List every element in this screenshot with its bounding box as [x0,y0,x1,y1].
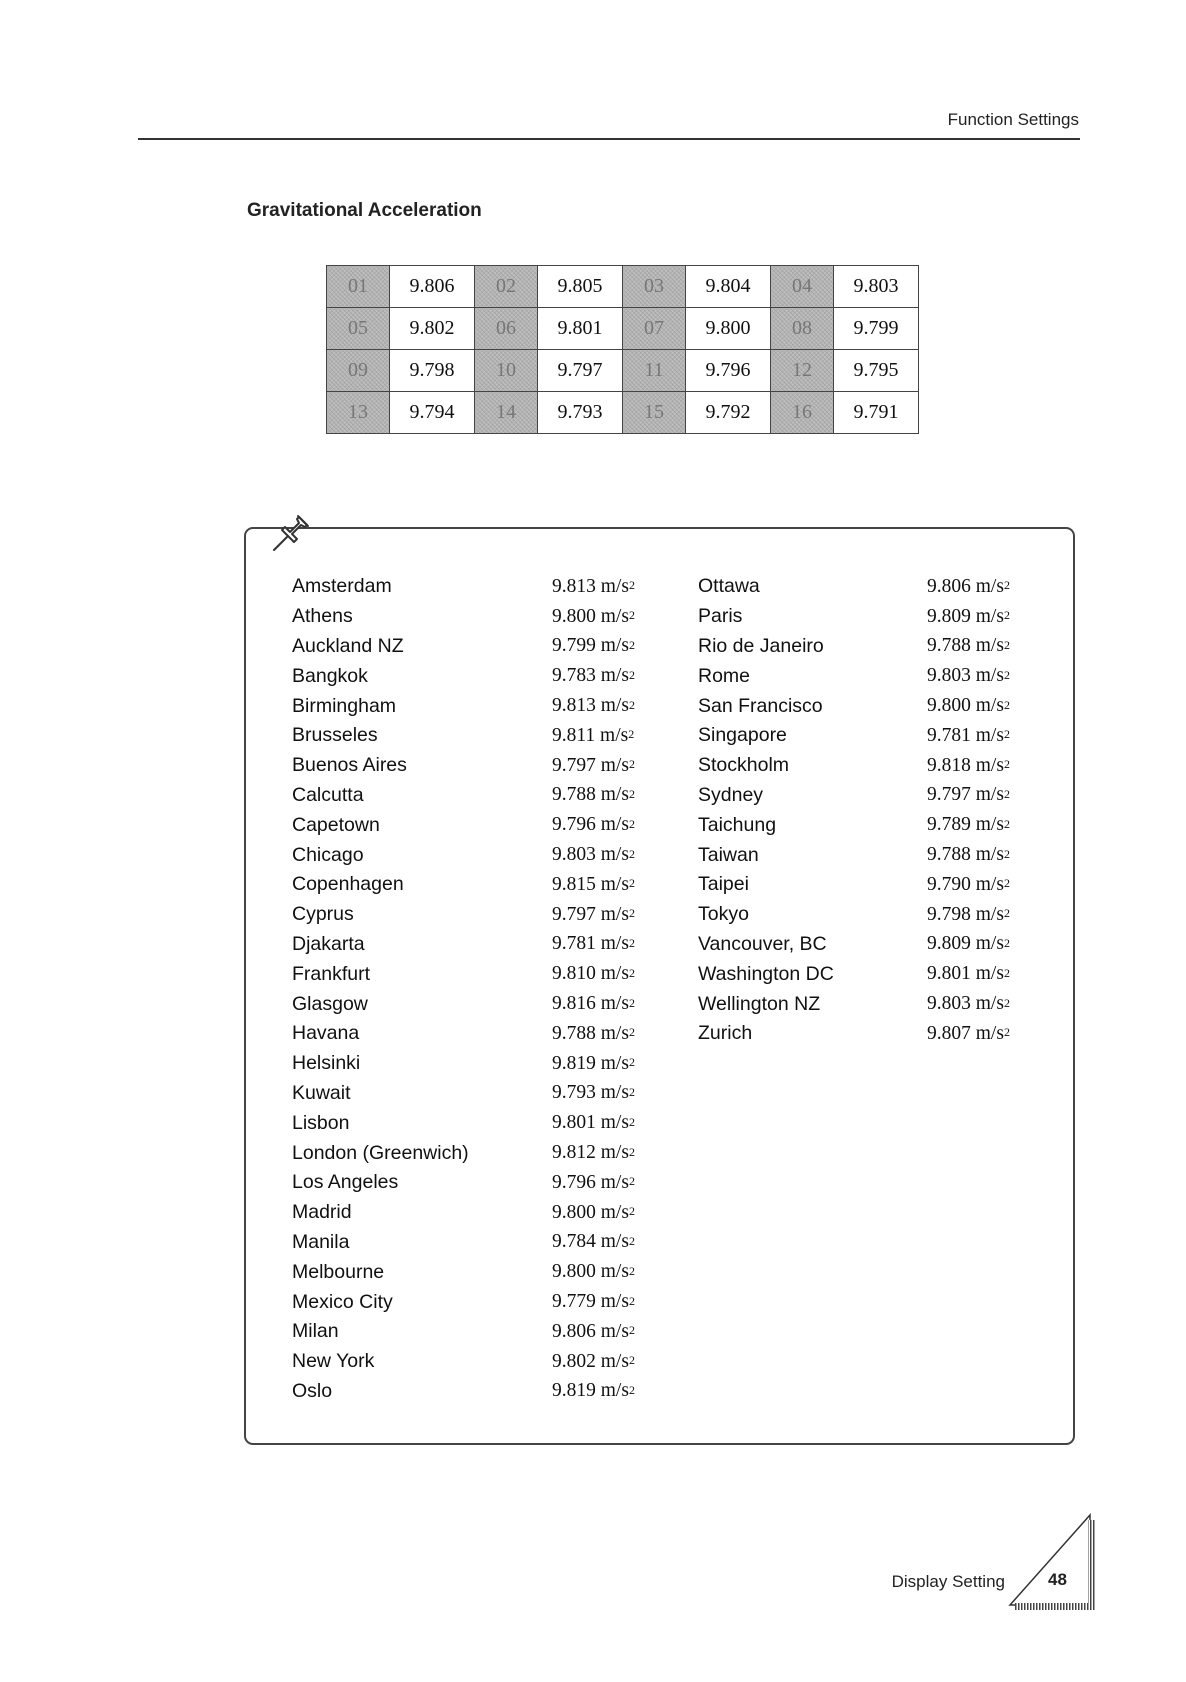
gravity-number: 9.790 [927,873,971,895]
city-name: Djakarta [292,932,365,955]
left-value-column [552,572,635,1406]
gravity-number: 9.818 [927,754,971,776]
gravity-number: 9.806 [552,1320,596,1342]
gravity-value-cell: 9.791 [834,392,919,434]
city-name: Lisbon [292,1111,350,1134]
gravity-code-cell: 16 [771,392,834,434]
gravity-number: 9.788 [927,844,971,866]
gravity-code-cell: 10 [475,350,538,392]
gravity-number: 9.797 [552,903,596,925]
gravity-table-row [327,266,919,308]
gravity-value [552,751,635,781]
gravity-code-cell: 06 [475,308,538,350]
gravity-number: 9.797 [927,784,971,806]
gravity-unit-exponent: 2 [628,1382,635,1397]
gravity-unit-exponent: 2 [628,667,635,682]
gravity-value [552,632,635,662]
gravity-number: 9.811 [552,724,596,746]
city-name: Melbourne [292,1260,385,1283]
right-city-column [698,572,834,1049]
gravity-unit: m/s [600,1261,629,1283]
gravity-number: 9.813 [552,575,596,597]
city-name: Paris [698,605,743,628]
gravity-value [552,602,635,632]
gravity-number: 9.788 [552,784,596,806]
gravity-unit-exponent: 2 [628,846,635,861]
gravity-unit: m/s [600,665,629,687]
gravity-unit-exponent: 2 [1003,786,1010,801]
gravity-value [552,691,635,721]
gravity-unit: m/s [600,903,629,925]
gravity-value [552,840,635,870]
gravity-unit-exponent: 2 [1003,667,1010,682]
gravity-number: 9.816 [552,993,596,1015]
gravity-unit: m/s [600,724,629,746]
gravity-unit-exponent: 2 [1003,697,1010,712]
gravity-unit: m/s [975,695,1004,717]
city-name: Rome [698,664,751,687]
gravity-value-cell: 9.804 [686,266,771,308]
city-name: Bangkok [292,664,368,687]
gravity-unit: m/s [600,1231,629,1253]
gravity-unit: m/s [600,784,629,806]
gravity-number: 9.803 [927,665,971,687]
gravity-number: 9.803 [927,993,971,1015]
gravity-value-cell: 9.801 [538,308,623,350]
gravity-unit: m/s [975,873,1004,895]
city-name: Copenhagen [292,873,404,896]
city-name: Amsterdam [292,575,392,598]
gravity-unit: m/s [600,1320,629,1342]
gravity-number: 9.800 [552,1201,596,1223]
gravity-unit-exponent: 2 [628,1025,635,1040]
gravity-unit: m/s [600,993,629,1015]
gravity-number: 9.788 [552,1022,596,1044]
gravity-value [927,632,1010,662]
gravity-unit-exponent: 2 [628,816,635,831]
gravity-code-cell: 04 [771,266,834,308]
city-name: Milan [292,1320,339,1343]
gravity-unit: m/s [975,993,1004,1015]
gravity-value [552,870,635,900]
gravity-unit-exponent: 2 [1003,935,1010,950]
right-value-column [927,572,1010,1049]
gravity-unit-exponent: 2 [628,637,635,652]
gravity-code-cell: 14 [475,392,538,434]
gravity-unit-exponent: 2 [628,876,635,891]
gravity-code-cell: 11 [623,350,686,392]
gravity-number: 9.810 [552,963,596,985]
gravity-number: 9.809 [927,605,971,627]
gravity-unit-exponent: 2 [628,906,635,921]
gravity-number: 9.812 [552,1142,596,1164]
gravity-value [927,1019,1010,1049]
gravity-value-cell: 9.802 [390,308,475,350]
gravity-number: 9.807 [927,1022,971,1044]
gravity-code-cell: 15 [623,392,686,434]
gravity-unit: m/s [600,1291,629,1313]
gravity-value [552,661,635,691]
gravity-value [552,572,635,602]
gravity-value [552,1049,635,1079]
gravity-value [927,751,1010,781]
gravity-unit-exponent: 2 [628,1233,635,1248]
gravity-unit-exponent: 2 [628,578,635,593]
city-name: Wellington NZ [698,992,821,1015]
gravity-unit: m/s [975,635,1004,657]
gravity-number: 9.801 [552,1112,596,1134]
city-name: Taichung [698,813,777,836]
gravity-value [927,810,1010,840]
city-name: Capetown [292,813,380,836]
gravity-value [552,1257,635,1287]
gravity-unit-exponent: 2 [628,1293,635,1308]
gravity-unit: m/s [600,1082,629,1104]
gravity-number: 9.815 [552,873,596,895]
city-name: Tokyo [698,903,749,926]
city-name: Sydney [698,783,764,806]
gravity-code-cell: 12 [771,350,834,392]
gravity-unit-exponent: 2 [628,1114,635,1129]
gravity-value [927,840,1010,870]
gravity-value [552,959,635,989]
gravity-unit-exponent: 2 [1003,608,1010,623]
gravity-number: 9.796 [552,814,596,836]
gravity-number: 9.803 [552,844,596,866]
gravity-number: 9.801 [927,963,971,985]
gravity-unit: m/s [975,903,1004,925]
city-name: Ottawa [698,575,760,598]
gravity-number: 9.781 [927,724,971,746]
gravity-unit: m/s [975,784,1004,806]
gravity-value [927,781,1010,811]
gravity-value [927,870,1010,900]
gravity-number: 9.784 [552,1231,596,1253]
gravity-value [552,1019,635,1049]
gravity-unit: m/s [600,963,629,985]
city-name: Vancouver, BC [698,932,827,955]
gravity-value-cell: 9.799 [834,308,919,350]
gravity-unit-exponent: 2 [628,786,635,801]
gravity-number: 9.800 [552,605,596,627]
gravity-number: 9.779 [552,1291,596,1313]
gravity-unit-exponent: 2 [628,608,635,623]
gravity-value [552,810,635,840]
city-name: Los Angeles [292,1171,399,1194]
gravity-number: 9.819 [552,1052,596,1074]
gravity-value-cell: 9.800 [686,308,771,350]
gravity-value [552,1198,635,1228]
gravity-value-cell: 9.795 [834,350,919,392]
gravity-value [927,691,1010,721]
gravity-unit-exponent: 2 [1003,965,1010,980]
gravity-value [552,1317,635,1347]
gravity-unit: m/s [600,754,629,776]
gravity-value [927,959,1010,989]
gravity-unit: m/s [975,605,1004,627]
gravity-unit: m/s [975,1022,1004,1044]
gravity-table-row [327,392,919,434]
gravity-unit-exponent: 2 [1003,637,1010,652]
city-name: Mexico City [292,1290,393,1313]
city-name: Taipei [698,873,749,896]
gravity-value [552,781,635,811]
gravity-code-cell: 13 [327,392,390,434]
page-corner-triangle-icon [1000,1510,1096,1615]
gravity-unit-exponent: 2 [628,935,635,950]
gravity-unit-exponent: 2 [1003,995,1010,1010]
gravity-unit: m/s [975,754,1004,776]
gravity-unit: m/s [600,695,629,717]
gravity-unit-exponent: 2 [628,697,635,712]
gravity-number: 9.798 [927,903,971,925]
gravity-unit: m/s [975,665,1004,687]
gravity-value [552,1287,635,1317]
gravity-value [552,721,635,751]
gravity-code-table [326,265,919,434]
page-title: Gravitational Acceleration [247,200,482,221]
gravity-code-cell: 01 [327,266,390,308]
gravity-unit: m/s [975,963,1004,985]
gravity-value-cell: 9.796 [686,350,771,392]
gravity-number: 9.799 [552,635,596,657]
gravity-value [552,1347,635,1377]
gravity-code-cell: 02 [475,266,538,308]
city-name: Brusseles [292,724,378,747]
gravity-unit-exponent: 2 [1003,876,1010,891]
gravity-value [552,930,635,960]
gravity-unit-exponent: 2 [628,1144,635,1159]
gravity-number: 9.796 [552,1171,596,1193]
gravity-number: 9.819 [552,1380,596,1402]
gravity-unit-exponent: 2 [628,727,635,742]
gravity-unit-exponent: 2 [1003,906,1010,921]
gravity-value-cell: 9.806 [390,266,475,308]
gravity-unit: m/s [600,1052,629,1074]
gravity-value [927,572,1010,602]
gravity-table-row [327,308,919,350]
gravity-number: 9.781 [552,933,596,955]
gravity-unit: m/s [600,1171,629,1193]
gravity-value [927,930,1010,960]
gravity-number: 9.806 [927,575,971,597]
gravity-unit: m/s [975,575,1004,597]
gravity-value [927,989,1010,1019]
gravity-unit-exponent: 2 [628,757,635,772]
city-name: Rio de Janeiro [698,634,824,657]
gravity-number: 9.793 [552,1082,596,1104]
gravity-unit: m/s [975,933,1004,955]
city-name: Singapore [698,724,787,747]
gravity-number: 9.797 [552,754,596,776]
gravity-unit: m/s [600,605,629,627]
gravity-value [552,989,635,1019]
gravity-code-cell: 07 [623,308,686,350]
gravity-value [927,602,1010,632]
gravity-value [552,900,635,930]
city-name: Buenos Aires [292,754,407,777]
gravity-code-cell: 05 [327,308,390,350]
gravity-value-cell: 9.794 [390,392,475,434]
gravity-unit-exponent: 2 [628,1353,635,1368]
gravity-number: 9.783 [552,665,596,687]
gravity-unit-exponent: 2 [628,965,635,980]
gravity-value-cell: 9.798 [390,350,475,392]
gravity-unit-exponent: 2 [1003,1025,1010,1040]
city-name: Chicago [292,843,364,866]
gravity-unit: m/s [600,1350,629,1372]
city-name: Stockholm [698,754,790,777]
gravity-unit: m/s [600,635,629,657]
gravity-table-row [327,350,919,392]
gravity-value [552,1079,635,1109]
gravity-unit-exponent: 2 [628,1174,635,1189]
gravity-value [927,900,1010,930]
gravity-unit-exponent: 2 [628,995,635,1010]
city-name: Glasgow [292,992,368,1015]
city-name: Auckland NZ [292,634,404,657]
gravity-code-cell: 03 [623,266,686,308]
gravity-unit-exponent: 2 [628,1323,635,1338]
gravity-unit-exponent: 2 [628,1263,635,1278]
gravity-unit: m/s [600,844,629,866]
gravity-unit: m/s [600,1022,629,1044]
gravity-unit: m/s [600,814,629,836]
gravity-number: 9.789 [927,814,971,836]
gravity-number: 9.802 [552,1350,596,1372]
pushpin-icon [270,508,316,554]
gravity-unit: m/s [600,873,629,895]
city-name: Frankfurt [292,962,371,985]
city-name: Athens [292,605,353,628]
city-name: Havana [292,1022,360,1045]
gravity-value [552,1228,635,1258]
gravity-unit: m/s [600,1142,629,1164]
gravity-number: 9.813 [552,695,596,717]
city-name: Taiwan [698,843,759,866]
gravity-unit-exponent: 2 [628,1084,635,1099]
footer-section-label: Display Setting [891,1572,1005,1591]
city-name: New York [292,1350,375,1373]
gravity-value [552,1108,635,1138]
gravity-value [927,721,1010,751]
gravity-unit-exponent: 2 [1003,816,1010,831]
gravity-value-cell: 9.793 [538,392,623,434]
gravity-unit: m/s [600,1380,629,1402]
gravity-code-cell: 08 [771,308,834,350]
gravity-unit: m/s [600,1112,629,1134]
city-name: San Francisco [698,694,823,717]
gravity-unit: m/s [975,814,1004,836]
gravity-unit: m/s [600,575,629,597]
gravity-code-cell: 09 [327,350,390,392]
city-name: Birmingham [292,694,397,717]
gravity-value-cell: 9.797 [538,350,623,392]
gravity-value-cell: 9.805 [538,266,623,308]
city-name: Manila [292,1230,350,1253]
gravity-unit-exponent: 2 [1003,846,1010,861]
left-city-column [292,572,469,1406]
gravity-unit-exponent: 2 [1003,578,1010,593]
city-name: Kuwait [292,1081,351,1104]
gravity-unit-exponent: 2 [628,1204,635,1219]
gravity-unit: m/s [600,933,629,955]
city-name: London (Greenwich) [292,1141,469,1164]
page-header-section: Function Settings [947,110,1079,129]
city-name: Cyprus [292,903,354,926]
gravity-value [927,661,1010,691]
gravity-value [552,1138,635,1168]
gravity-number: 9.800 [552,1261,596,1283]
header-rule [138,138,1080,140]
gravity-unit: m/s [975,724,1004,746]
gravity-unit-exponent: 2 [628,1055,635,1070]
gravity-unit: m/s [600,1201,629,1223]
gravity-number: 9.788 [927,635,971,657]
gravity-unit: m/s [975,844,1004,866]
gravity-value [552,1168,635,1198]
gravity-value [552,1377,635,1407]
city-name: Calcutta [292,783,364,806]
gravity-number: 9.809 [927,933,971,955]
page-number: 48 [1048,1570,1067,1589]
city-name: Washington DC [698,962,834,985]
city-name: Madrid [292,1201,352,1224]
gravity-value-cell: 9.803 [834,266,919,308]
city-name: Helsinki [292,1052,361,1075]
city-name: Oslo [292,1379,333,1402]
gravity-value-cell: 9.792 [686,392,771,434]
gravity-unit-exponent: 2 [1003,727,1010,742]
gravity-unit-exponent: 2 [1003,757,1010,772]
gravity-number: 9.800 [927,695,971,717]
city-name: Zurich [698,1022,753,1045]
